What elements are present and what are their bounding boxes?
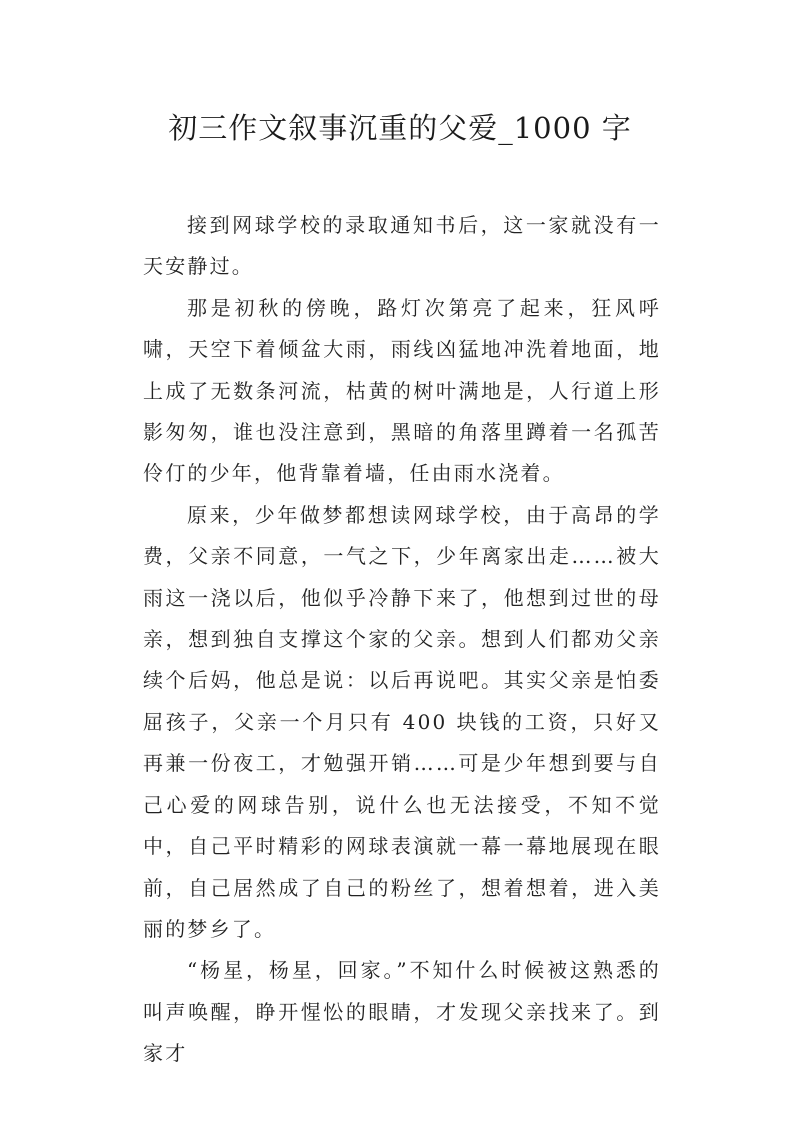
paragraph-3: 原来，少年做梦都想读网球学校，由于高昂的学费，父亲不同意，一气之下，少年离家出走……被大雨这一浇以后，他似乎冷静下来了，他想到过世的母亲，想到独自支撑这个家的父亲。想到人们都劝父亲续个后妈，他总是说：以后再说吧。其实父亲是怕委屈孩子，父亲一个月只有 400 块钱的工资，只好又再兼一份夜工，才勉强开销……可是少年想到要与自己心爱的网球告别，说什么也无法接受，不知不觉中，自己平时精彩的网球表演就一幕一幕地展现在眼前，自己居然成了自己的粉丝了，想着想着，进入美丽的梦乡了。 xyxy=(143,502,661,941)
page-title: 初三作文叙事沉重的父爱_1000 字 xyxy=(168,111,632,145)
paragraph-2: 那是初秋的傍晚，路灯次第亮了起来，狂风呼啸，天空下着倾盆大雨，雨线凶猛地冲洗着地面，地上成了无数条河流，枯黄的树叶满地是，人行道上形影匆匆，谁也没注意到，黑暗的角落里蹲着一名孤苦伶仃的少年，他背靠着墙，任由雨水浇着。 xyxy=(143,295,661,486)
paragraph-1: 接到网球学校的录取通知书后，这一家就没有一天安静过。 xyxy=(143,213,661,279)
article-body xyxy=(143,205,661,1075)
paragraph-4: “杨星，杨星，回家。”不知什么时候被这熟悉的叫声唤醒，睁开惺忪的眼睛，才发现父亲找来了。到家才 xyxy=(143,958,661,1066)
